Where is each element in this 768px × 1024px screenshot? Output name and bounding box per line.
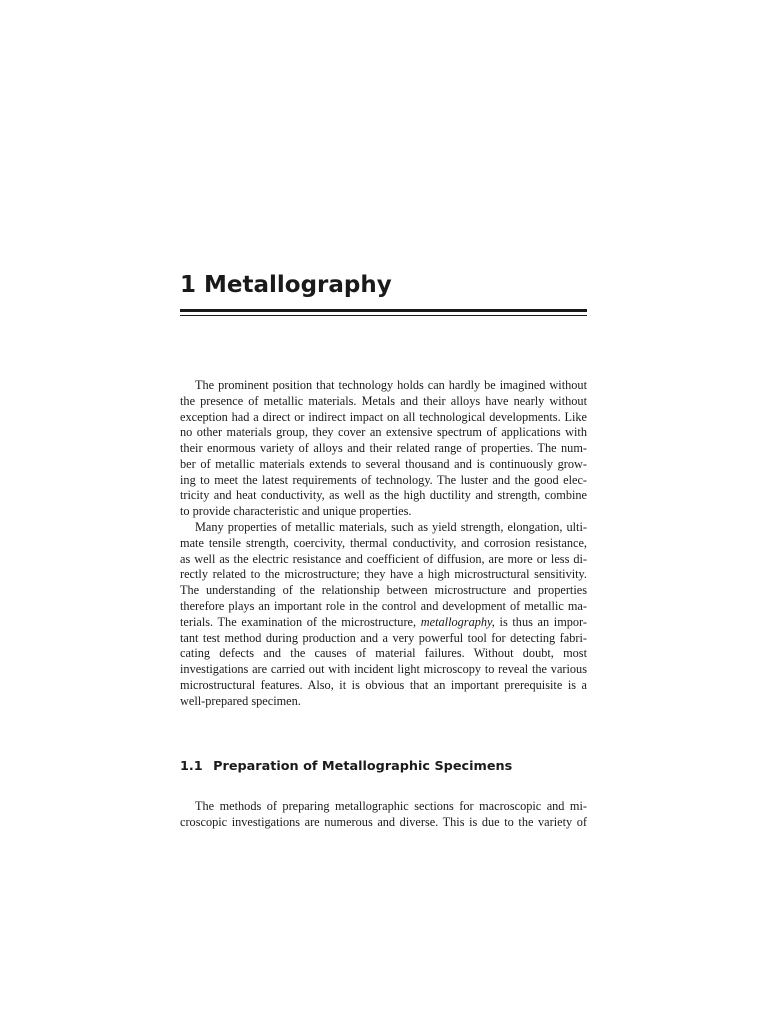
- chapter-title: 1 Metallography: [180, 272, 392, 298]
- title-rule-thin: [180, 315, 587, 316]
- intro-p2-line-6: therefore plays an important role in the control and development of metallic ma-: [180, 598, 587, 613]
- intro-p1-line-1: The prominent position that technology holds can hardly be imagined without: [195, 378, 587, 392]
- section-number: 1.1: [180, 759, 203, 774]
- intro-p1-line-6: ber of metallic materials extends to several thousand and is continuously grow-: [180, 456, 587, 471]
- intro-p2-line-7-end: is thus an impor-: [494, 614, 588, 629]
- intro-p2-line-5: The understanding of the relationship between microstructure and properties: [180, 583, 587, 598]
- intro-text: [180, 378, 587, 709]
- intro-p1-line-7: ing to meet the latest requirements of technology. The luster and the good elec-: [180, 472, 587, 487]
- intro-p2-line-1: Many properties of metallic materials, such as yield strength, elongation, ulti-: [195, 520, 587, 535]
- section-heading: [180, 759, 512, 774]
- section-title: Preparation of Metallographic Specimens: [213, 759, 513, 774]
- metallography-term: metallography,: [420, 614, 495, 629]
- intro-p2-line-7-start: terials. The examination of the microstructure,: [180, 614, 421, 629]
- intro-p2-line-4: rectly related to the microstructure; they have a high microstructural sensitivity.: [180, 567, 587, 582]
- intro-p1-line-4: no other materials group, they cover an extensive spectrum of applications with: [180, 425, 587, 440]
- intro-p2-line-10: investigations are carried out with incident light microscopy to reveal the various: [180, 662, 587, 677]
- intro-p1-line-8: tricity and heat conductivity, as well as the high ductility and strength, combine: [180, 488, 587, 503]
- intro-p1-line-3: exception had a direct or indirect impact on all technological developments. Like: [180, 409, 587, 424]
- section-text: [180, 799, 587, 831]
- section-p1-line-1: The methods of preparing metallographic sections for macroscopic and mi-: [195, 799, 587, 813]
- intro-p1-line-9: to provide characteristic and unique properties.: [180, 504, 412, 519]
- intro-p2-line-3: as well as the electric resistance and coefficient of diffusion, are more or less di-: [180, 551, 587, 566]
- intro-p2-line-11: microstructural features. Also, it is obvious that an important prerequisite is a: [180, 677, 587, 692]
- intro-p1-line-2: the presence of metallic materials. Metals and their alloys have nearly without: [180, 393, 587, 408]
- intro-p2-line-12: well-prepared specimen.: [180, 693, 301, 708]
- section-p1-line-2: croscopic investigations are numerous and diverse. This is due to the variety of: [180, 814, 587, 829]
- intro-p1-line-5: their enormous variety of alloys and their related range of properties. The num-: [180, 441, 587, 456]
- intro-p2-line-8: tant test method during production and a very powerful tool for detecting fabri-: [180, 630, 587, 645]
- intro-p2-line-9: cating defects and the causes of material failures. Without doubt, most: [180, 646, 587, 661]
- intro-p2-line-2: mate tensile strength, coercivity, thermal conductivity, and corrosion resistance,: [180, 535, 587, 550]
- intro-p2-line-7: [180, 615, 587, 631]
- title-rule-thick: [180, 309, 587, 312]
